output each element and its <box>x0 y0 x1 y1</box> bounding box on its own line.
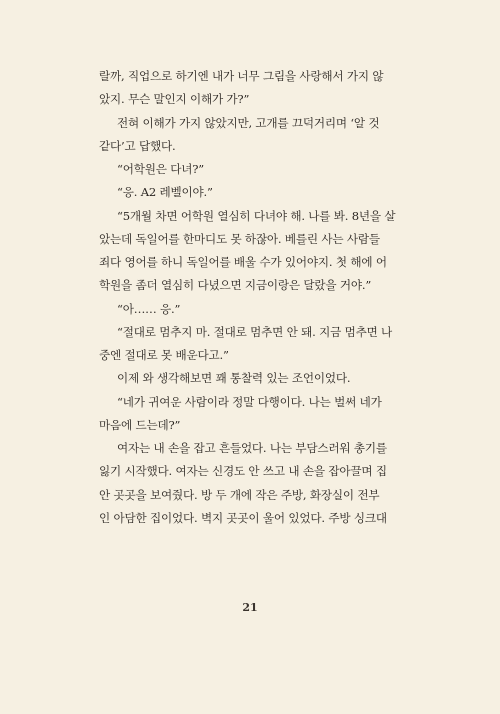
body-text <box>99 65 427 530</box>
text-line: 았는데 독일어를 한마디도 못 하잖아. 베를린 사는 사람들 <box>99 231 380 246</box>
text-line: 전혀 이해가 가지 않았지만, 고개를 끄덕거리며 ‘알 것 <box>117 115 380 130</box>
text-line: “아…… 응.” <box>117 301 181 316</box>
text-line: “5개월 차면 어학원 열심히 다녀야 해. 나를 봐. 8년을 살 <box>117 208 396 223</box>
text-line: “응. A2 레벨이야.” <box>117 185 213 200</box>
text-line: 이제 와 생각해보면 꽤 통찰력 있는 조언이었다. <box>117 371 351 386</box>
text-line: 잃기 시작했다. 여자는 신경도 안 쓰고 내 손을 잡아끌며 집 <box>99 464 387 479</box>
text-line: 인 아담한 집이었다. 벽지 곳곳이 울어 있었다. 주방 싱크대 <box>99 510 387 525</box>
text-line: 죄다 영어를 하니 독일어를 배울 수가 있어야지. 첫 해에 어 <box>99 255 387 269</box>
text-line: “절대로 멈추지 마. 절대로 멈추면 안 돼. 지금 멈추면 나 <box>117 324 393 339</box>
text-line: 랄까, 직업으로 하기엔 내가 너무 그림을 사랑해서 가지 않 <box>99 69 384 83</box>
text-line: 안 곳곳을 보여줬다. 방 두 개에 작은 주방, 화장실이 전부 <box>99 487 380 502</box>
text-line: 학원을 좀더 열심히 다녔으면 지금이랑은 달랐을 거야.” <box>99 278 372 293</box>
text-line: “네가 귀여운 사람이라 정말 다행이다. 나는 벌써 네가 <box>117 394 382 409</box>
page-number: 21 <box>242 601 258 614</box>
text-line: 같다’고 답했다. <box>99 138 176 153</box>
text-line: 여자는 내 손을 잡고 흔들었다. 나는 부담스러워 총기를 <box>117 441 387 455</box>
text-line: “어학원은 다녀?” <box>117 162 204 176</box>
text-line: 중엔 절대로 못 배운다고.” <box>99 348 229 362</box>
text-line: 마음에 드는데?” <box>99 417 181 432</box>
text-line: 았지. 무슨 말인지 이해가 가?” <box>99 92 250 107</box>
